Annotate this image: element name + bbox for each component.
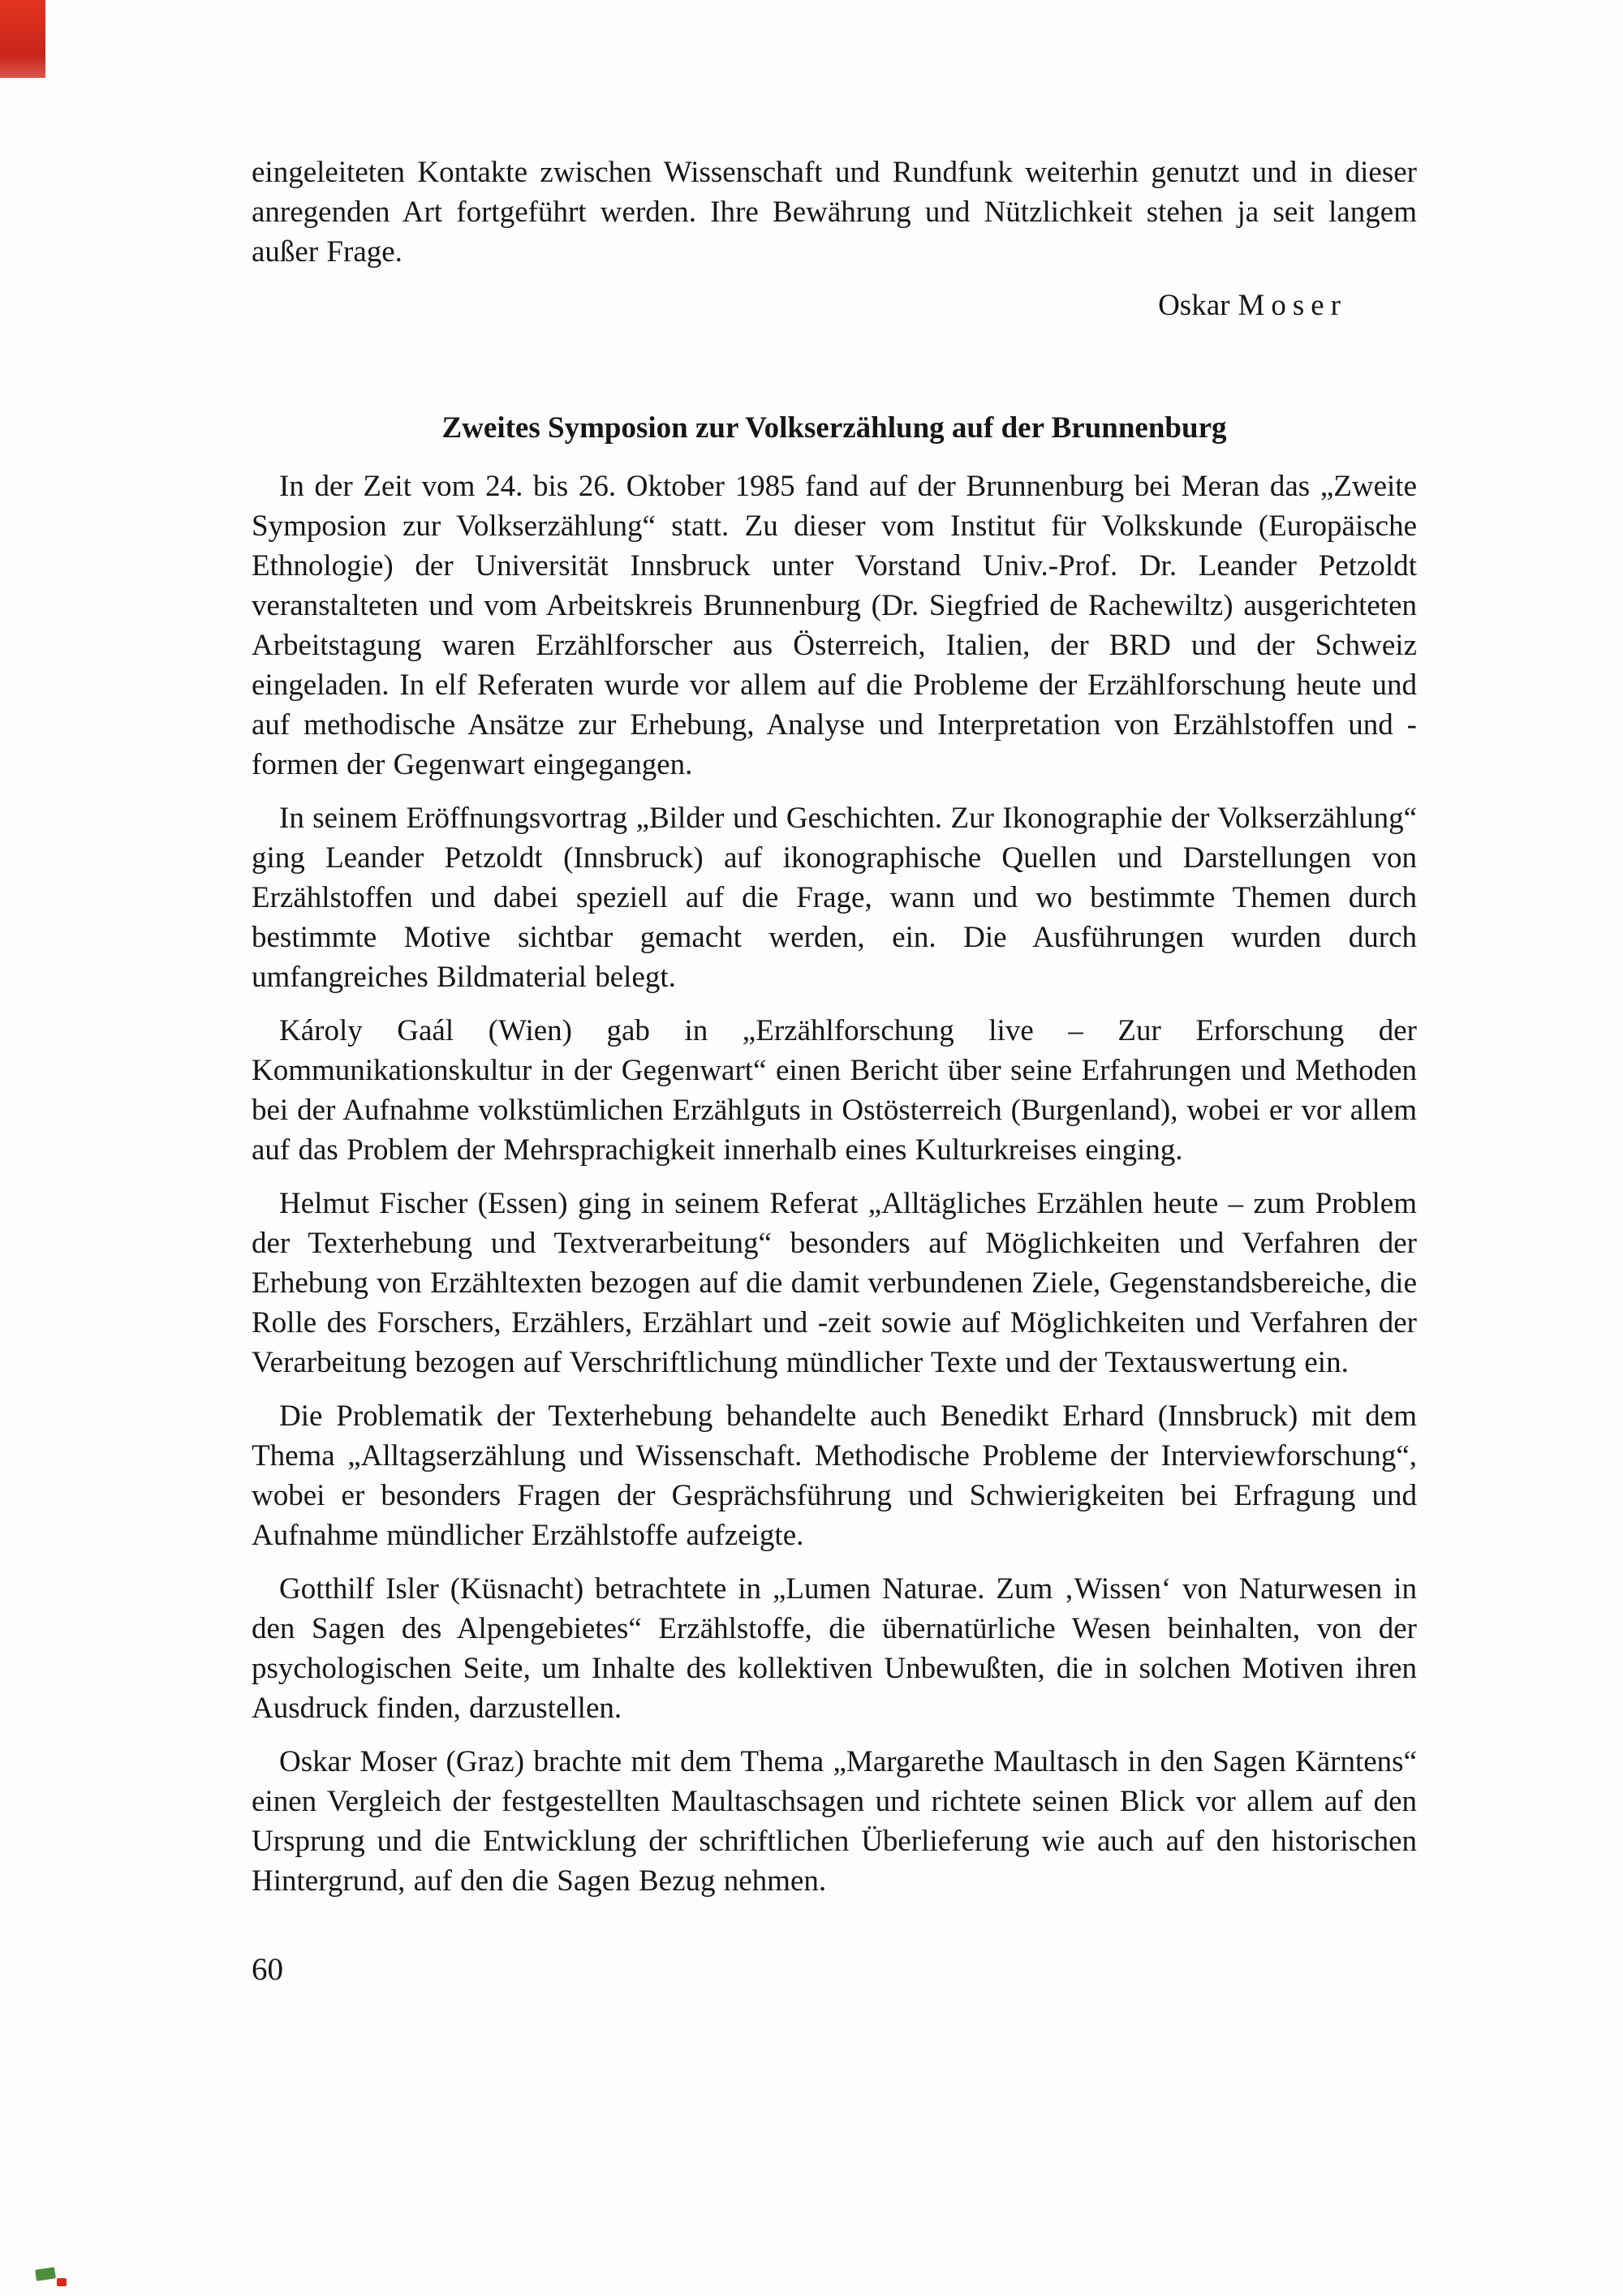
- paragraph: Oskar Moser (Graz) brachte mit dem Thema „Margarethe Maultasch in den Sagen Kärntens“ einen Vergleich der festgestellten Maultaschsagen und richtete seinen Blick vor allem auf den Ursprung und die Entwicklung der schriftlichen Überlieferung wie auch auf den historischen Hintergrund, auf den die Sagen Bezug nehmen.: [252, 1745, 1417, 1898]
- scan-artifact-top-left: [0, 0, 45, 78]
- scan-artifact-bottom-left: [36, 2268, 84, 2291]
- page-number: 60: [252, 1952, 283, 1987]
- paragraph: Károly Gaál (Wien) gab in „Erzählforschung live – Zur Erforschung der Kommunikationskultur in der Gegenwart“ einen Bericht über seine Erfahrungen und Methoden bei der Aufnahme volkstümlichen Erzählguts in Ostösterreich (Burgenland), wobei er vor allem auf das Problem der Mehrsprachigkeit innerhalb eines Kulturkreises einging.: [252, 1014, 1417, 1167]
- paragraph: Gotthilf Isler (Küsnacht) betrachtete in „Lumen Naturae. Zum ‚Wissen‘ von Naturwesen in den Sagen des Alpengebietes“ Erzählstoffe, die übernatürliche Wesen beinhalten, von der psychologischen Seite, um Inhalte des kollektiven Unbewußten, die in solchen Motiven ihren Ausdruck finden, darzustellen.: [252, 1572, 1417, 1725]
- paragraph: Helmut Fischer (Essen) ging in seinem Referat „Alltägliches Erzählen heute – zum Problem der Texterhebung und Textverarbeitung“ besonders auf Möglichkeiten und Verfahren der Erhebung von Erzähltexten bezogen auf die damit verbundenen Ziele, Gegenstandsbereiche, die Rolle des Forschers, Erzählers, Erzählart und -zeit sowie auf Möglichkeiten und Verfahren der Verarbeitung bezogen auf Verschriftlichung mündlicher Texte und der Textauswertung ein.: [252, 1187, 1417, 1379]
- green-smudge-mark: [35, 2267, 56, 2281]
- paragraph: In der Zeit vom 24. bis 26. Oktober 1985 fand auf der Brunnenburg bei Meran das „Zweite Symposion zur Volkserzählung“ statt. Zu dieser vom Institut für Volkskunde (Europäische Ethnologie) der Universität Innsbruck unter Vorstand Univ.-Prof. Dr. Leander Petzoldt veranstalteten und vom Arbeitskreis Brunnenburg (Dr. Siegfried de Rachewiltz) ausgerichteten Arbeitstagung waren Erzählforscher aus Österreich, Italien, der BRD und der Schweiz eingeladen. In elf Referaten wurde vor allem auf die Probleme der Erzählforschung heute und auf methodische Ansätze zur Erhebung, Analyse und Interpretation von Erzählstoffen und -formen der Gegenwart eingegangen.: [252, 470, 1417, 781]
- paragraph: Die Problematik der Texterhebung behandelte auch Benedikt Erhard (Innsbruck) mit dem Thema „Alltagserzählung und Wissenschaft. Methodische Probleme der Interviewforschung“, wobei er besonders Fragen der Gesprächsführung und Schwierigkeiten bei Erfragung und Aufnahme mündlicher Erzählstoffe aufzeigte.: [252, 1400, 1417, 1552]
- paragraph: In seinem Eröffnungsvortrag „Bilder und Geschichten. Zur Ikonographie der Volkserzählung“ ging Leander Petzoldt (Innsbruck) auf ikonographische Quellen und Darstellungen von Erzählstoffen und dabei speziell auf die Frage, wann und wo bestimmte Themen durch bestimmte Motive sichtbar gemacht werden, ein. Die Ausführungen wurden durch umfangreiches Bildmaterial belegt.: [252, 802, 1417, 994]
- author-signature: [252, 286, 1417, 325]
- author-first-name: Oskar: [1158, 289, 1230, 322]
- author-last-name: Moser: [1238, 289, 1347, 322]
- paragraph-continuation: eingeleiteten Kontakte zwischen Wissenschaft und Rundfunk weiterhin genutzt und in dieser anregenden Art fortgeführt werden. Ihre Bewährung und Nützlichkeit stehen ja seit langem außer Frage.: [252, 156, 1417, 269]
- section-heading: Zweites Symposion zur Volkserzählung auf der Brunnenburg: [441, 411, 1227, 445]
- red-smudge-mark: [57, 2278, 67, 2286]
- text-column: [252, 153, 1417, 1989]
